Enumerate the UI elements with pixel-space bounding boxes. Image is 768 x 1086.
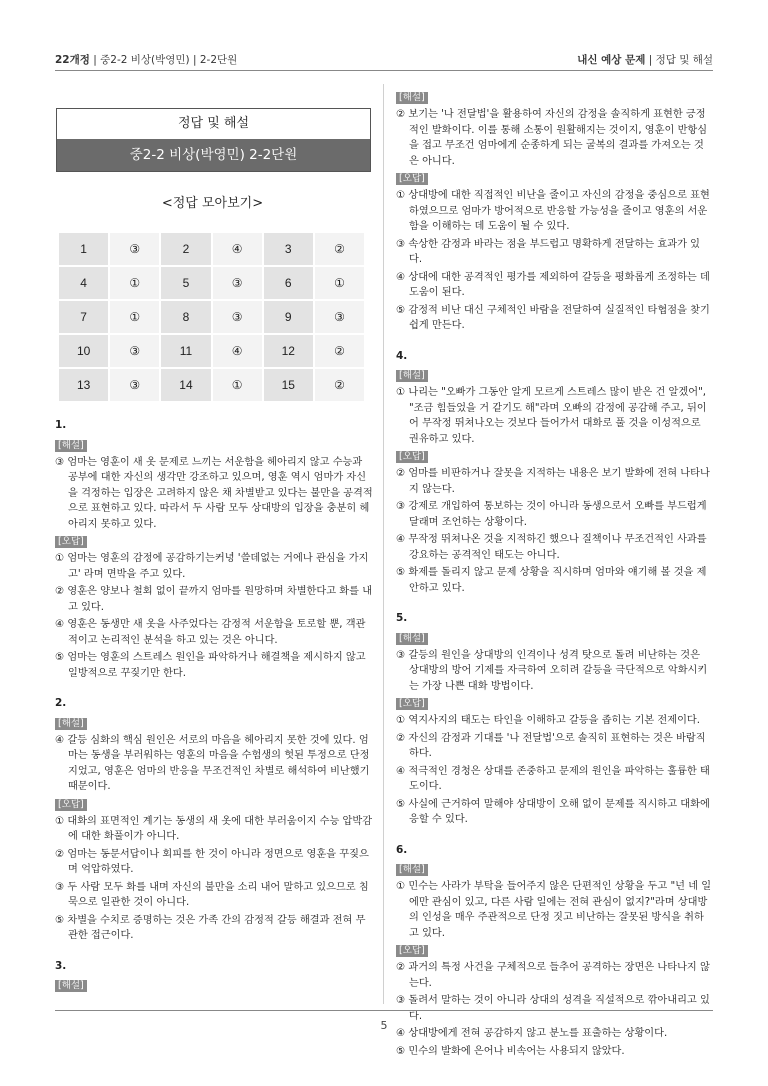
- footer-divider: [55, 1010, 713, 1011]
- wrong-answer-item: ⑤ 감정적 비난 대신 구체적인 바람을 전달하여 실질적인 타협점을 찾기 쉽게 만든다.: [396, 304, 710, 331]
- answer-table: [59, 233, 366, 403]
- wrong-label-row: [396, 696, 713, 712]
- wrong-answer-item: ② 영훈은 양보나 철회 없이 끝까지 엄마를 원망하며 차별한다고 화를 내고 있다.: [55, 586, 373, 613]
- answer-row: [59, 300, 365, 334]
- answer-row: [59, 368, 365, 402]
- page-number: 5: [380, 1019, 388, 1032]
- wrong-answer-item: ③ 강제로 개입하여 통보하는 것이 아니라 동생으로서 오빠를 부드럽게 달래며 조언하는 상황이다.: [396, 501, 707, 528]
- question-number: 11: [160, 334, 211, 368]
- left-column: [55, 418, 373, 994]
- answer-choice: ③: [212, 300, 263, 334]
- question-number: 2: [160, 233, 211, 266]
- explanation-label: [해설]: [55, 440, 87, 452]
- right-column: [396, 90, 713, 1061]
- question-number: 4: [59, 266, 109, 300]
- answer-choice: ③: [109, 233, 160, 266]
- answer-row: [59, 266, 365, 300]
- answer-choice: ④: [212, 233, 263, 266]
- question-number: 12: [263, 334, 314, 368]
- question-heading: 2.: [55, 697, 67, 709]
- answer-choice: ②: [314, 233, 365, 266]
- explanation-text: ④ 갈등 심화의 핵심 원인은 서로의 마음을 헤아리지 못한 것에 있다. 엄마는 동생을 부러워하는 영훈의 마음을 수험생의 헛된 투정으로 단정 지었고, 영훈은 엄마의 반응을 무조건적인 차별로 해석하여 비난했기 때문이다.: [55, 734, 370, 792]
- wrong-answer-item: ② 엄마는 동문서답이나 회피를 한 것이 아니라 정면으로 영훈을 꾸짖으며 억압하였다.: [55, 848, 369, 875]
- wrong-label-row: [55, 534, 373, 550]
- title-main: 정답 및 해설: [177, 116, 250, 131]
- explanation-label: [해설]: [55, 980, 87, 992]
- wrong-answer-label: [오답]: [396, 451, 428, 463]
- answer-choice: ②: [314, 334, 365, 368]
- wrong-answer-label: [오답]: [396, 173, 428, 185]
- answer-choice: ②: [314, 368, 365, 402]
- question-heading: 4.: [396, 349, 408, 362]
- wrong-answer-item: ② 자신의 감정과 기대를 '나 전달법'으로 솔직히 표현하는 것은 바람직하다.: [396, 732, 706, 759]
- question-heading: 1.: [55, 419, 67, 431]
- wrong-answer-item: ④ 영훈은 동생만 새 옷을 사주었다는 감정적 서운함을 토로할 뿐, 객관적이고 논리적인 분석을 하고 있는 것은 아니다.: [55, 619, 366, 646]
- answer-summary-title: <정답 모아보기>: [161, 196, 264, 211]
- header-exam-type: 내신 예상 문제: [577, 54, 646, 66]
- title-box: [56, 108, 371, 172]
- wrong-answer-label: [오답]: [55, 799, 87, 811]
- explanation-text: ① 나리는 "오빠가 그동안 알게 모르게 스트레스 많이 받은 건 알겠어", "조금 힘들었을 거 같기도 해"라며 오빠의 감정에 공감해 주고, 뒤이어 무작정 뛰쳐나오는 것보다 들어가서 대화로 풀 것을 이성적으로 권유하고 있다.: [396, 387, 707, 445]
- answer-choice: ③: [109, 368, 160, 402]
- wrong-answer-item: ① 엄마는 영훈의 감정에 공감하기는커녕 '쓸데없는 거에나 관심을 가지고' 라며 면박을 주고 있다.: [55, 553, 369, 580]
- wrong-answer-item: ② 엄마를 비판하거나 잘못을 지적하는 내용은 보기 발화에 전혀 나타나지 않는다.: [396, 468, 710, 495]
- answer-choice: ①: [109, 266, 160, 300]
- wrong-answer-item: ⑤ 민수의 발화에 은어나 비속어는 사용되지 않았다.: [396, 1045, 625, 1057]
- explanation-label-row: [55, 438, 373, 454]
- wrong-answer-item: ⑤ 차별을 수치로 증명하는 것은 가족 간의 감정적 갈등 해결과 전혀 무관한 접근이다.: [55, 914, 366, 941]
- answer-choice: ①: [109, 300, 160, 334]
- wrong-answer-item: ⑤ 사실에 근거하여 말해야 상대방이 오해 없이 문제를 직시하고 대화에 응할 수 있다.: [396, 798, 710, 825]
- wrong-label-row: [55, 797, 373, 813]
- question-number: 15: [263, 368, 314, 402]
- wrong-answer-item: ④ 무작정 뛰쳐나온 것을 지적하긴 했으나 질책이나 무조건적인 사과를 강요하는 공격적인 태도는 아니다.: [396, 534, 707, 561]
- explanation-label: [해설]: [55, 718, 87, 730]
- wrong-answer-item: ③ 돌려서 말하는 것이 아니라 상대의 성격을 직설적으로 깎아내리고 있다.: [396, 995, 710, 1022]
- wrong-answer-item: ② 과거의 특정 사건을 구체적으로 들추어 공격하는 장면은 나타나지 않는다.: [396, 962, 710, 989]
- question-number: 5: [160, 266, 211, 300]
- wrong-answer-item: ① 대화의 표면적인 계기는 동생의 새 옷에 대한 부러움이지 수능 압박감에 대한 화풀이가 아니다.: [55, 815, 373, 842]
- wrong-answer-item: ④ 상대에 대한 공격적인 평가를 제외하여 갈등을 평화롭게 조정하는 데 도움이 된다.: [396, 271, 710, 298]
- explanation-label-row: [55, 716, 373, 732]
- wrong-answer-item: ③ 두 사람 모두 화를 내며 자신의 불만을 소리 내어 말하고 있으므로 침묵으로 일관한 것이 아니다.: [55, 881, 369, 908]
- wrong-answer-label: [오답]: [55, 536, 87, 548]
- question-number: 13: [59, 368, 109, 402]
- explanation-text: ① 민수는 사라가 부탁을 들어주지 않은 단편적인 상황을 두고 "넌 네 일에만 관심이 있고, 다른 사람 일에는 전혀 관심이 없지?"라며 상대방의 인성을 매우 주관적으로 단정 짓고 비난하는 잘못된 방식을 취하고 있다.: [396, 881, 712, 939]
- header-section: | 정답 및 해설: [645, 54, 713, 66]
- explanation-label: [해설]: [396, 92, 428, 104]
- answer-choice: ③: [314, 300, 365, 334]
- explanation-text: ③ 엄마는 영훈이 새 옷 문제로 느끼는 서운함을 헤아리지 않고 수능과 공부에 대한 자신의 생각만 강조하고 있으며, 영훈 역시 엄마가 자신을 걱정하는 입장은 고려하지 않은 채 차별받고 있다는 불만을 공격적으로 표현하고 있다. 따라서 두 사람 모두 상대방의 입장을 충분히 헤아리지 못하고 있다.: [55, 456, 373, 530]
- wrong-label-row: [396, 449, 713, 465]
- question-number: 6: [263, 266, 314, 300]
- question-heading: 5.: [396, 612, 408, 624]
- answer-row: [59, 334, 365, 368]
- answer-choice: ③: [109, 334, 160, 368]
- explanation-text: ③ 갈등의 원인을 상대방의 인격이나 성격 탓으로 돌려 비난하는 것은 상대방의 방어 기제를 자극하여 오히려 갈등을 극단적으로 악화시키는 가장 나쁜 대화 방법이다.: [396, 649, 708, 692]
- page-header-left: [55, 52, 237, 67]
- wrong-answer-label: [오답]: [396, 945, 428, 957]
- answer-row: [59, 233, 365, 266]
- wrong-answer-label: [오답]: [396, 698, 428, 710]
- explanation-label-row: [396, 368, 713, 384]
- explanation-text: ② 보기는 '나 전달법'을 활용하여 자신의 감정을 솔직하게 표현한 긍정적인 발화이다. 이를 통해 소통이 원활해지는 것이지, 영훈이 반항심을 접고 무조건 엄마에게 순종하게 되는 굴복의 결과를 가져오는 것은 아니다.: [396, 109, 708, 167]
- question-number: 14: [160, 368, 211, 402]
- question-heading: 3.: [55, 959, 67, 972]
- answer-choice: ①: [314, 266, 365, 300]
- question-heading: 6.: [396, 843, 408, 856]
- explanation-label: [해설]: [396, 864, 428, 876]
- question-number: 1: [59, 233, 109, 266]
- question-number: 10: [59, 334, 109, 368]
- wrong-answer-item: ④ 상대방에게 전혀 공감하지 않고 분노를 표출하는 상황이다.: [396, 1028, 668, 1039]
- wrong-label-row: [396, 171, 713, 187]
- question-number: 9: [263, 300, 314, 334]
- header-grade: 22개정: [55, 54, 90, 66]
- question-number: 7: [59, 300, 109, 334]
- header-divider: [55, 70, 713, 71]
- answer-choice: ①: [212, 368, 263, 402]
- wrong-answer-item: ⑤ 화제를 돌리지 않고 문제 상황을 직시하며 엄마와 얘기해 볼 것을 제안하고 있다.: [396, 567, 707, 594]
- column-divider: [383, 84, 384, 1004]
- wrong-answer-item: ④ 적극적인 경청은 상대를 존중하고 문제의 원인을 파악하는 훌륭한 태도이다.: [396, 765, 710, 792]
- wrong-label-row: [396, 943, 713, 959]
- wrong-answer-item: ③ 속상한 감정과 바라는 점을 부드럽고 명확하게 전달하는 효과가 있다.: [396, 238, 700, 265]
- wrong-answer-item: ① 상대방에 대한 직접적인 비난을 줄이고 자신의 감정을 중심으로 표현하였으므로 엄마가 방어적으로 반응할 가능성을 줄이고 영훈의 서운함을 이해하는 데 도움이 될 수 있다.: [396, 190, 710, 232]
- explanation-label: [해설]: [396, 370, 428, 382]
- answer-choice: ③: [212, 266, 263, 300]
- page-header-right: [577, 52, 713, 67]
- question-number: 8: [160, 300, 211, 334]
- question-number: 3: [263, 233, 314, 266]
- explanation-label-row: [55, 978, 373, 994]
- explanation-label: [해설]: [396, 633, 428, 645]
- title-unit: 중2-2 비상(박영민) 2-2단원: [57, 139, 370, 171]
- explanation-label-row: [396, 90, 713, 106]
- wrong-answer-item: ⑤ 엄마는 영훈의 스트레스 원인을 파악하거나 해결책을 제시하지 않고 일방적으로 꾸짖기만 한다.: [55, 652, 366, 679]
- wrong-answer-item: ① 역지사지의 태도는 타인을 이해하고 갈등을 좁히는 기본 전제이다.: [396, 715, 700, 726]
- header-subject: | 중2-2 비상(박영민) | 2-2단원: [89, 54, 238, 66]
- answer-choice: ④: [212, 334, 263, 368]
- explanation-label-row: [396, 862, 713, 878]
- explanation-label-row: [396, 631, 713, 647]
